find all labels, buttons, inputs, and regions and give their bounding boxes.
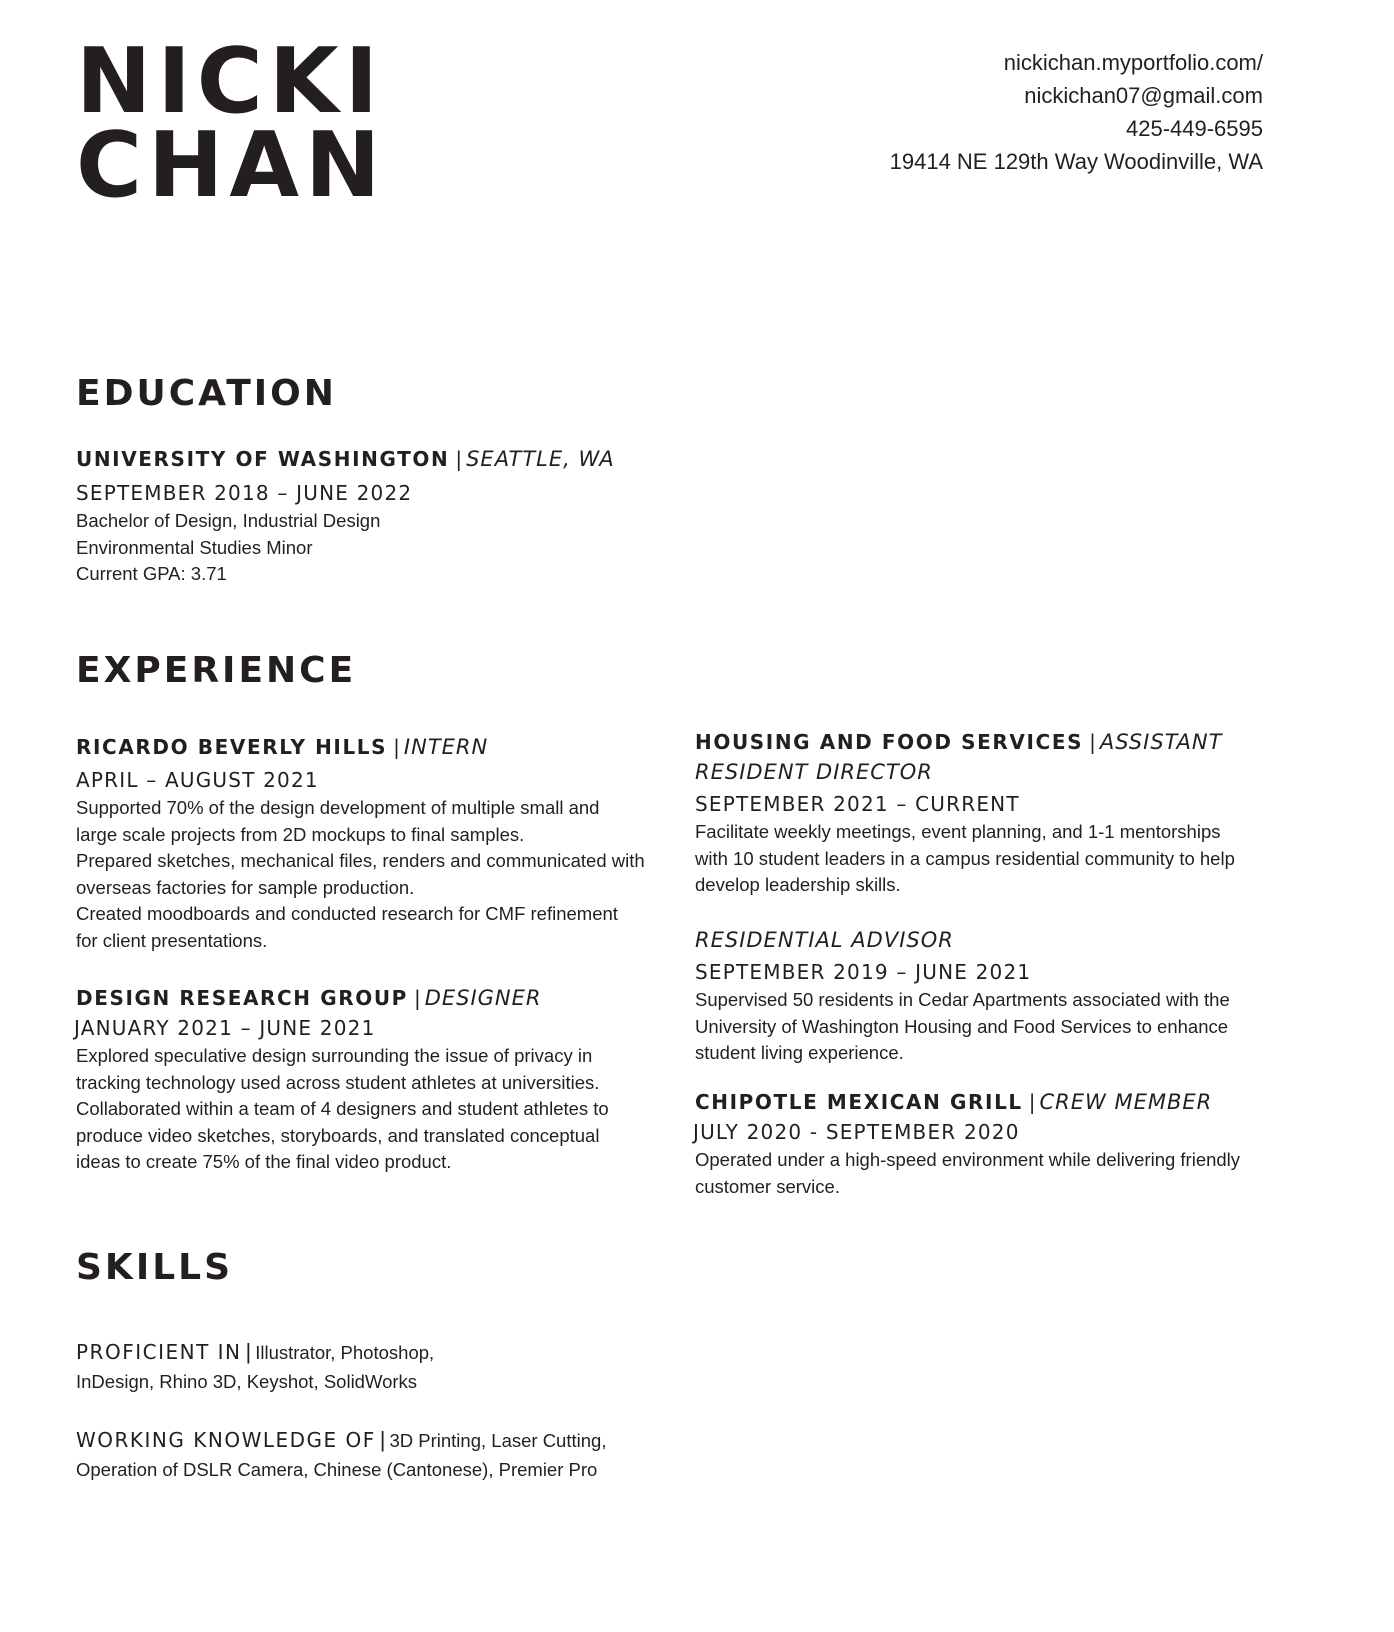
education-minor: Environmental Studies Minor: [76, 536, 313, 558]
experience-org-line: [695, 727, 1235, 757]
experience-line: Supported 70% of the design development of multiple small and: [76, 797, 600, 818]
experience-dates: JULY 2020 - SEPTEMBER 2020: [693, 1120, 1020, 1144]
education-heading: EDUCATION: [76, 373, 337, 414]
separator: |: [245, 1339, 252, 1364]
separator: |: [455, 447, 463, 471]
name-first: NICKI: [76, 29, 385, 134]
experience-line: develop leadership skills.: [695, 874, 901, 895]
experience-line: University of Washington Housing and Food Services to enhance: [695, 1015, 1229, 1037]
skills-list-continued: InDesign, Rhino 3D, Keyshot, SolidWorks: [76, 1371, 418, 1392]
separator: |: [413, 986, 421, 1010]
education-degree: Bachelor of Design, Industrial Design: [76, 510, 381, 531]
experience-role-continued: RESIDENT DIRECTOR: [695, 760, 933, 784]
experience-line: overseas factories for sample production.: [76, 876, 415, 898]
skills-line: [76, 1426, 606, 1456]
experience-org: DESIGN RESEARCH GROUP: [76, 986, 408, 1010]
experience-org-line: [76, 983, 609, 1013]
separator: |: [1028, 1090, 1036, 1114]
experience-line: tracking technology used across student athletes at universities.: [76, 1071, 600, 1093]
experience-dates: SEPTEMBER 2021 – CURRENT: [695, 792, 1020, 816]
experience-line: Collaborated within a team of 4 designers and student athletes to: [76, 1098, 609, 1119]
experience-entry-chipotle: [695, 1087, 1240, 1200]
experience-entry-ricardo: [76, 732, 645, 954]
contact-address: 19414 NE 129th Way Woodinville, WA: [889, 149, 1263, 174]
skills-heading: SKILLS: [76, 1247, 234, 1288]
experience-entry-hfs: [695, 727, 1235, 899]
experience-org: HOUSING AND FOOD SERVICES: [695, 730, 1084, 754]
education-dates: SEPTEMBER 2018 – JUNE 2022: [76, 481, 413, 505]
skills-line: [76, 1338, 434, 1368]
separator: |: [379, 1427, 386, 1452]
skills-list: 3D Printing, Laser Cutting,: [389, 1430, 607, 1451]
experience-dates: APRIL – AUGUST 2021: [76, 768, 319, 792]
experience-org-line: [695, 1087, 1240, 1117]
separator: |: [393, 735, 400, 759]
experience-dates: JANUARY 2021 – JUNE 2021: [74, 1016, 376, 1040]
education-gpa: Current GPA: 3.71: [76, 563, 227, 584]
experience-role: DESIGNER: [424, 986, 542, 1010]
experience-role: CREW MEMBER: [1039, 1090, 1213, 1114]
experience-line: Explored speculative design surrounding the issue of privacy in: [76, 1045, 593, 1066]
contact-website[interactable]: nickichan.myportfolio.com/: [1003, 50, 1263, 75]
skills-group-proficient: [76, 1338, 434, 1395]
experience-line: Facilitate weekly meetings, event planning, and 1-1 mentorships: [695, 821, 1221, 842]
experience-role: ASSISTANT: [1099, 730, 1223, 754]
contact-info: [890, 46, 1263, 178]
experience-heading: EXPERIENCE: [76, 650, 357, 691]
separator: |: [1089, 730, 1096, 754]
experience-role: INTERN: [403, 735, 489, 759]
skills-label: WORKING KNOWLEDGE OF: [76, 1428, 376, 1452]
experience-line: Supervised 50 residents in Cedar Apartments associated with the: [695, 989, 1230, 1010]
name-last: CHAN: [76, 113, 387, 218]
experience-line: produce video sketches, storyboards, and translated conceptual: [76, 1124, 600, 1146]
contact-phone: 425-449-6595: [1125, 116, 1263, 141]
education-entry: [76, 444, 615, 588]
contact-email[interactable]: nickichan07@gmail.com: [1024, 83, 1263, 108]
experience-line: Operated under a high-speed environment while delivering friendly: [695, 1149, 1241, 1170]
skills-list: Illustrator, Photoshop,: [255, 1342, 435, 1363]
education-school: UNIVERSITY OF WASHINGTON: [76, 447, 450, 471]
skills-group-working-knowledge: [76, 1426, 606, 1483]
skills-label: PROFICIENT IN: [76, 1340, 242, 1364]
experience-line: ideas to create 75% of the final video product.: [76, 1151, 452, 1172]
experience-line: customer service.: [695, 1175, 840, 1197]
experience-entry-residential-advisor: [695, 925, 1230, 1067]
skills-list-continued: Operation of DSLR Camera, Chinese (Cantonese), Premier Pro: [76, 1459, 598, 1480]
experience-line: large scale projects from 2D mockups to final samples.: [76, 823, 525, 845]
experience-line: Prepared sketches, mechanical files, renders and communicated with: [76, 850, 645, 871]
experience-dates: SEPTEMBER 2019 – JUNE 2021: [695, 960, 1032, 984]
education-school-line: [76, 444, 615, 474]
experience-line: student living experience.: [695, 1042, 904, 1063]
experience-role: RESIDENTIAL ADVISOR: [695, 928, 954, 952]
experience-org: CHIPOTLE MEXICAN GRILL: [695, 1090, 1023, 1114]
experience-line: for client presentations.: [76, 929, 268, 951]
experience-entry-design-research: [76, 983, 609, 1176]
education-location: SEATTLE, WA: [466, 447, 615, 471]
experience-org: RICARDO BEVERLY HILLS: [76, 735, 388, 759]
experience-line: with 10 student leaders in a campus residential community to help: [695, 847, 1235, 869]
resume-name: [76, 29, 387, 218]
experience-line: Created moodboards and conducted research for CMF refinement: [76, 903, 618, 924]
experience-org-line: [76, 732, 645, 762]
